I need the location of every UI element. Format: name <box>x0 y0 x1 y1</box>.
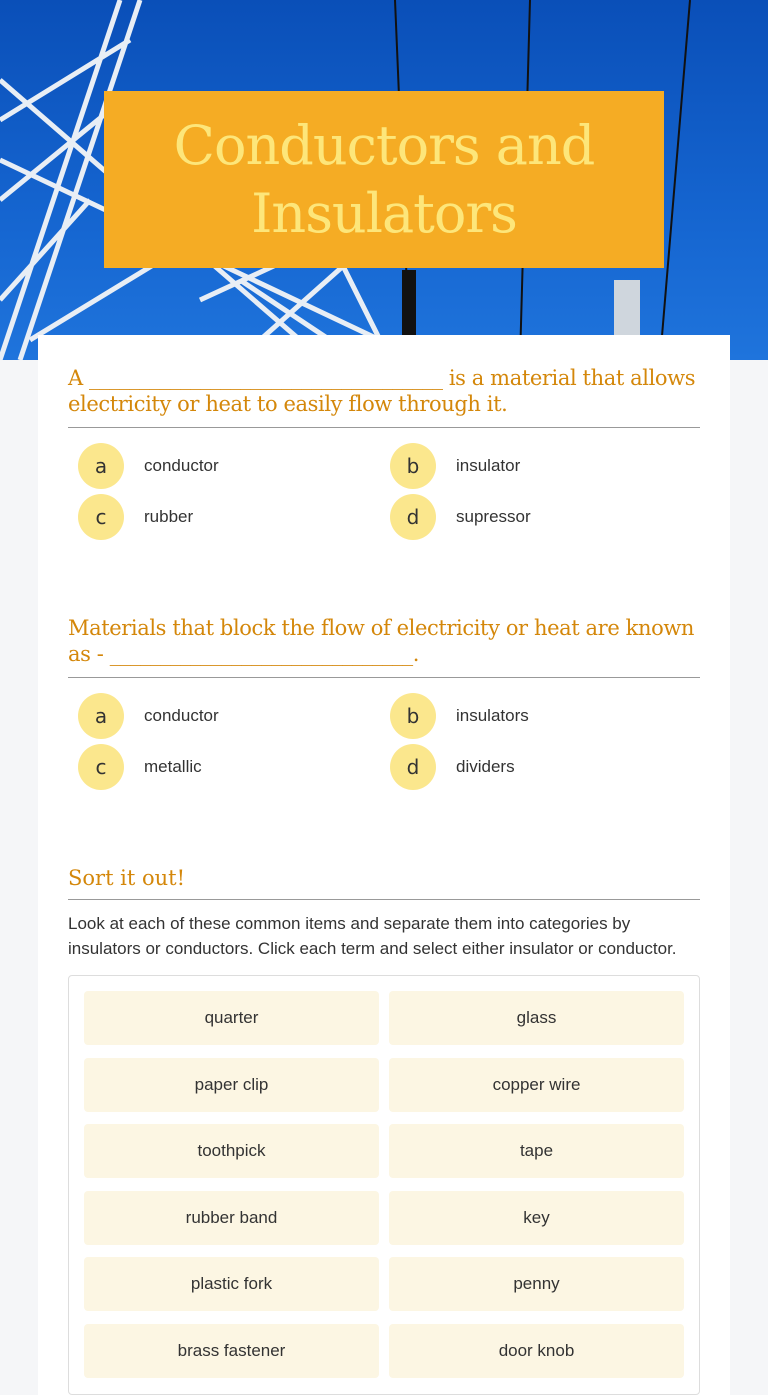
sort-item[interactable]: brass fastener <box>84 1324 379 1378</box>
sort-item[interactable]: paper clip <box>84 1058 379 1112</box>
option-label: supressor <box>456 507 531 526</box>
option-d[interactable] <box>390 744 515 790</box>
option-a[interactable] <box>78 693 219 739</box>
instructions: Look at each of these common items and separate them into categories by insulators or conductors. Click each term and select either insulator or conductor. <box>68 914 677 958</box>
question-text: Materials that block the flow of electricity or heat are known as - ______________________________. <box>68 615 700 678</box>
sort-item[interactable]: penny <box>389 1257 684 1311</box>
sort-section <box>68 863 700 1395</box>
option-letter: c <box>78 494 124 540</box>
option-b[interactable] <box>390 443 520 489</box>
option-b[interactable] <box>390 693 529 739</box>
sort-item[interactable]: plastic fork <box>84 1257 379 1311</box>
option-letter: d <box>390 494 436 540</box>
option-letter: c <box>78 744 124 790</box>
sort-item[interactable]: glass <box>389 991 684 1045</box>
option-a[interactable] <box>78 443 219 489</box>
option-label: metallic <box>144 757 202 776</box>
option-label: conductor <box>144 706 219 725</box>
sort-item[interactable]: tape <box>389 1124 684 1178</box>
question-2 <box>68 615 700 788</box>
worksheet-card <box>38 335 730 1395</box>
sort-items-box <box>68 975 700 1395</box>
option-c[interactable] <box>78 744 202 790</box>
section-title: Sort it out! <box>68 863 700 900</box>
sort-item[interactable]: key <box>389 1191 684 1245</box>
option-label: dividers <box>456 757 515 776</box>
sort-item[interactable]: rubber band <box>84 1191 379 1245</box>
option-label: conductor <box>144 456 219 475</box>
sort-item[interactable]: door knob <box>389 1324 684 1378</box>
option-letter: d <box>390 744 436 790</box>
option-letter: a <box>78 443 124 489</box>
title-banner <box>104 91 664 268</box>
option-c[interactable] <box>78 494 193 540</box>
sort-item[interactable]: quarter <box>84 991 379 1045</box>
option-letter: b <box>390 693 436 739</box>
question-1 <box>68 365 700 538</box>
option-letter: b <box>390 443 436 489</box>
sort-item[interactable]: copper wire <box>389 1058 684 1112</box>
page-title: Conductors and Insulators <box>173 113 595 245</box>
option-label: insulator <box>456 456 521 475</box>
option-letter: a <box>78 693 124 739</box>
question-text: A ___________________________________ is a material that allows electricity or heat to easily flow through it. <box>68 365 700 428</box>
option-label: rubber <box>144 507 194 526</box>
option-d[interactable] <box>390 494 531 540</box>
header-image <box>0 0 768 360</box>
sort-item[interactable]: toothpick <box>84 1124 379 1178</box>
option-label: insulators <box>456 706 529 725</box>
